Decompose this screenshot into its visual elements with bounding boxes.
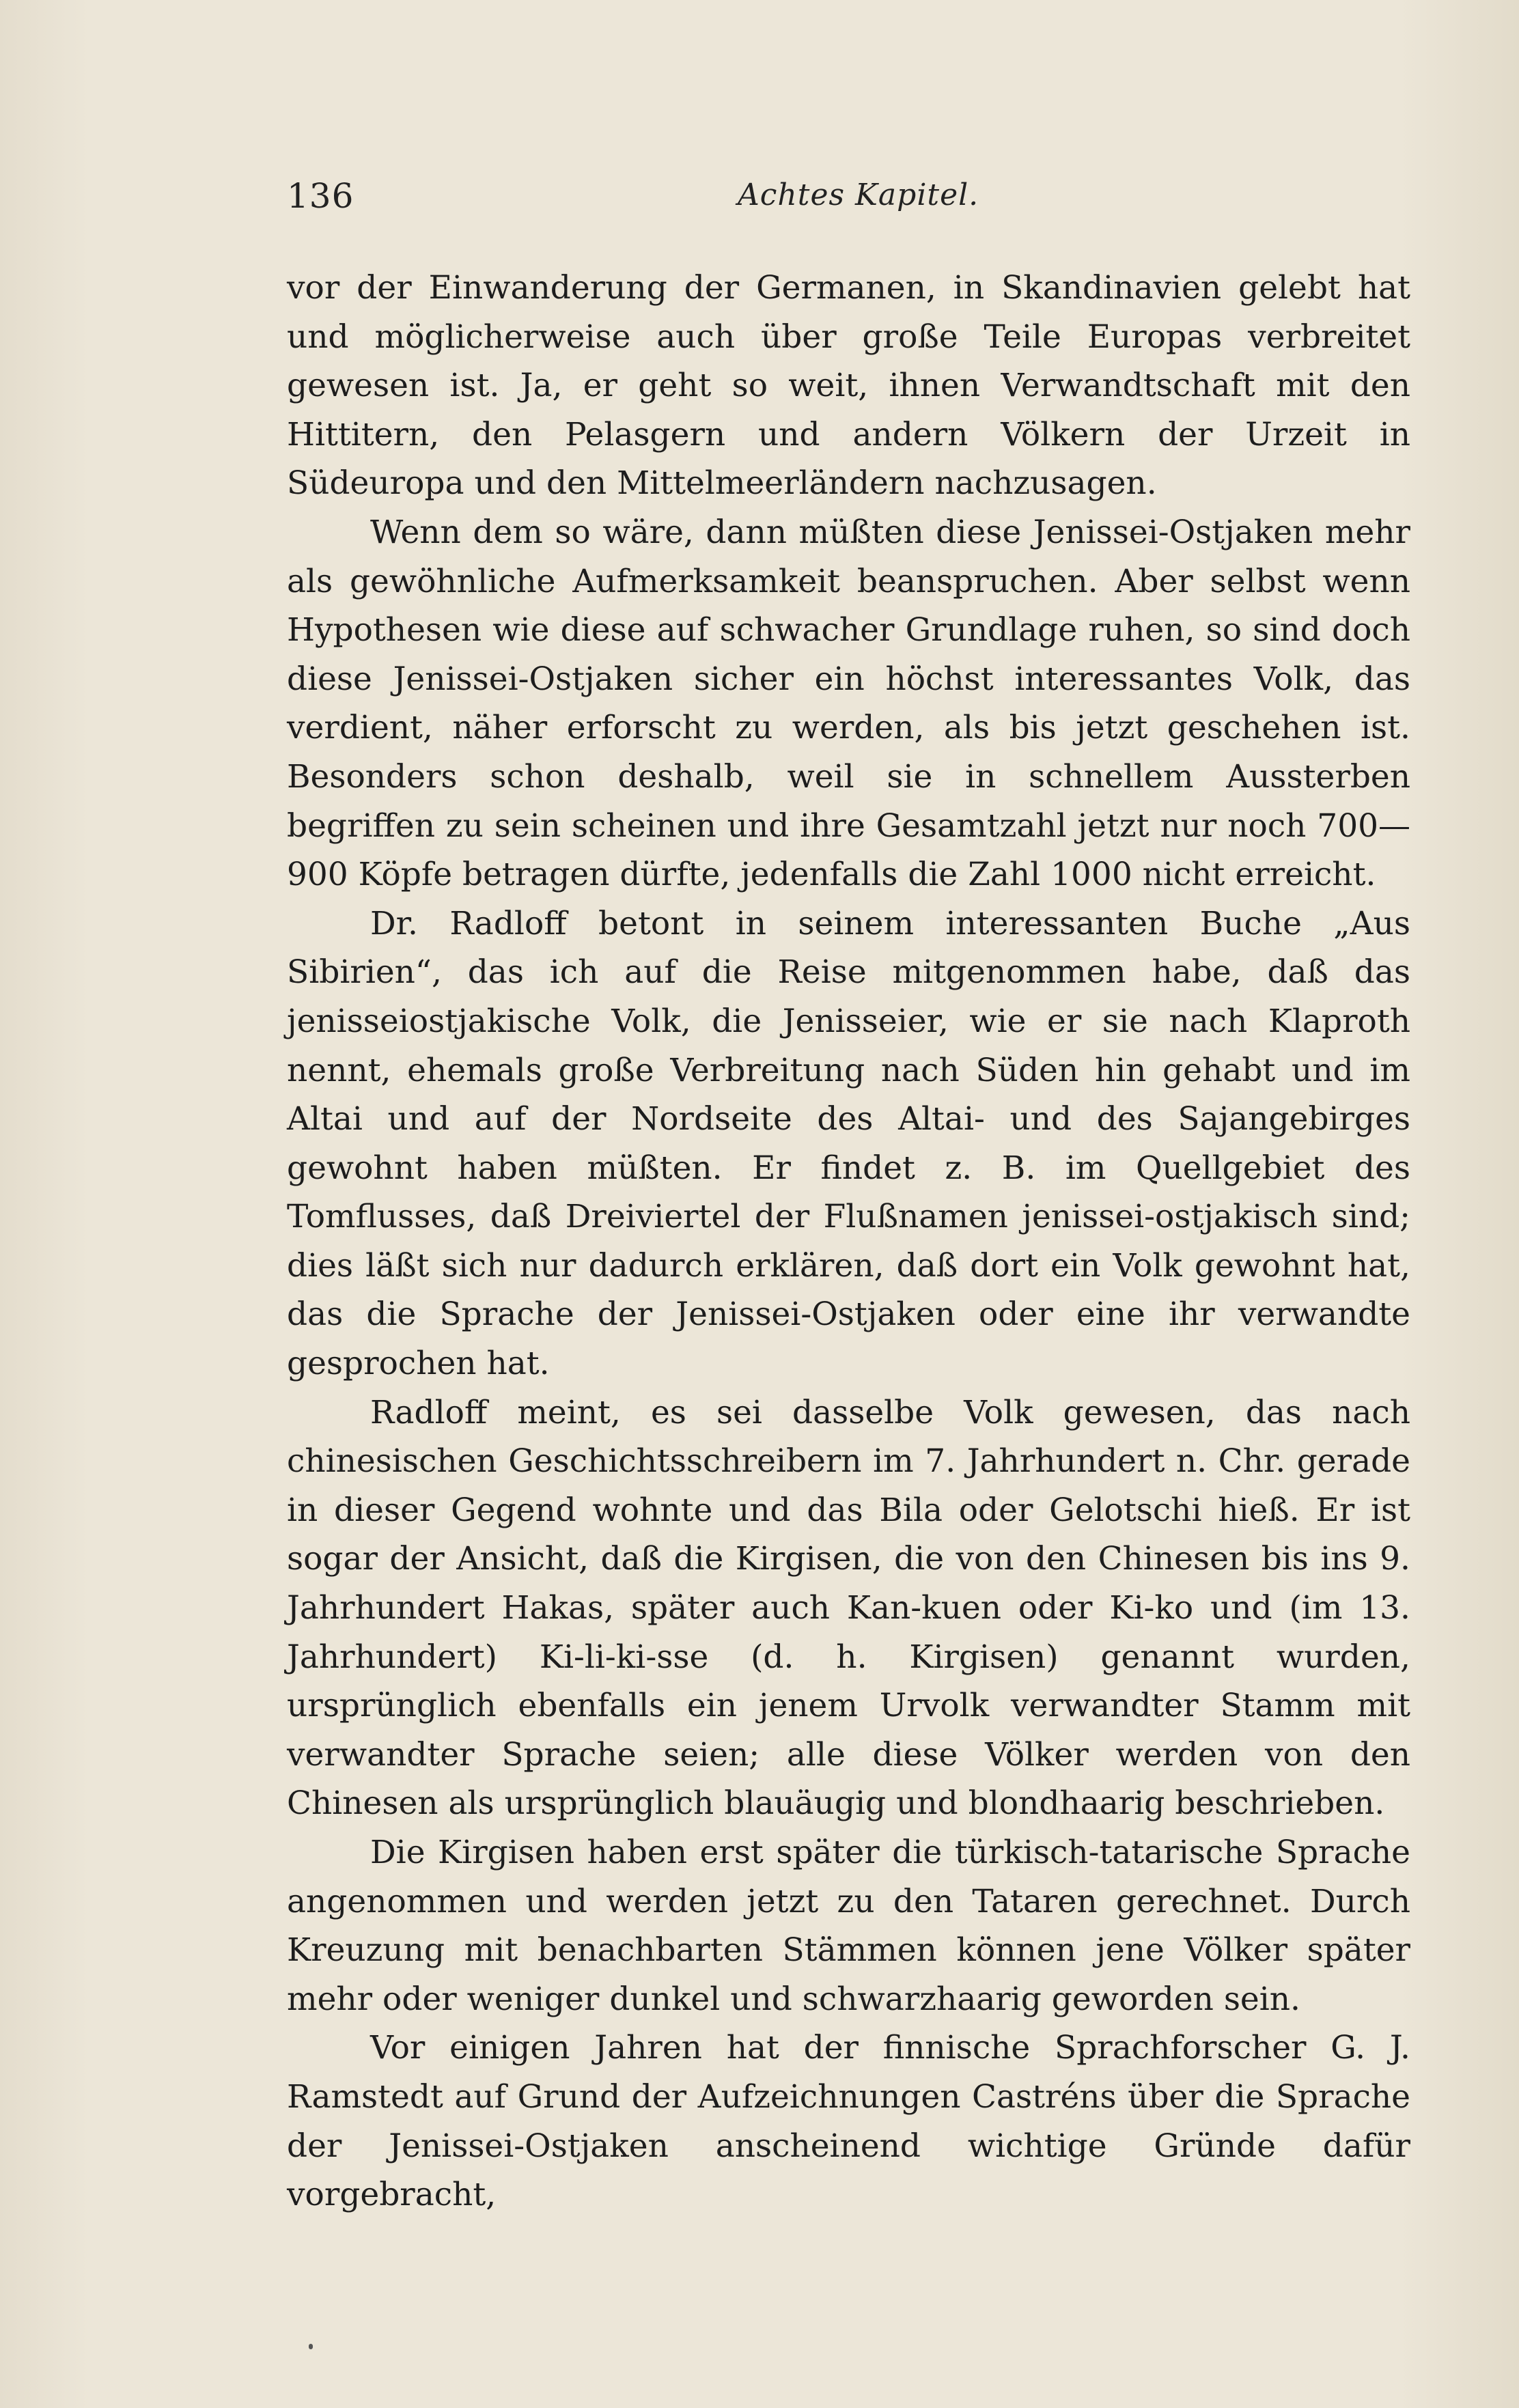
- page-number: 136: [287, 176, 354, 216]
- page-header: [287, 176, 1421, 224]
- ink-speck: [309, 2344, 313, 2349]
- paragraph-2: Wenn dem so wäre, dann müßten diese Jenissei-Ostjaken mehr als gewöhnliche Aufmerksamkeit beanspruchen. Aber selbst wenn Hypothesen wie diese auf schwacher Grundlage ruhen, so sind doch diese Jenissei-Ostjaken sicher ein höchst interessantes Volk, das verdient, näher erforscht zu werden, als bis jetzt geschehen ist. Besonders schon deshalb, weil sie in schnellem Aussterben begriffen zu sein scheinen und ihre Gesamtzahl jetzt nur noch 700—900 Köpfe betragen dürfte, jedenfalls die Zahl 1000 nicht erreicht.: [287, 513, 1410, 894]
- paragraph-5: Die Kirgisen haben erst später die türkisch-tatarische Sprache angenommen und werden jetzt zu den Tataren gerechnet. Durch Kreuzung mit benachbarten Stämmen können jene Völker später mehr oder weniger dunkel und schwarzhaarig geworden sein.: [287, 1834, 1410, 2018]
- paragraph-6: Vor einigen Jahren hat der finnische Sprachforscher G. J. Ramstedt auf Grund der Aufzeichnungen Castréns über die Sprache der Jenissei-Ostjaken anscheinend wichtige Gründe dafür vorgebracht,: [287, 2029, 1410, 2214]
- paragraph-4: Radloff meint, es sei dasselbe Volk gewesen, das nach chinesischen Geschichtsschreibern im 7. Jahrhundert n. Chr. gerade in dieser Gegend wohnte und das Bila oder Gelotschi hieß. Er ist sogar der Ansicht, daß die Kirgisen, die von den Chinesen bis ins 9. Jahrhundert Hakas, später auch Kan-kuen oder Ki-ko und (im 13. Jahrhundert) Ki-li-ki-sse (d. h. Kirgisen) genannt wurden, ursprünglich ebenfalls ein jenem Urvolk verwandter Stamm mit verwandter Sprache seien; alle diese Völker werden von den Chinesen als ursprünglich blauäugig und blondhaarig beschrieben.: [287, 1393, 1410, 1823]
- body-text: [287, 264, 1410, 2220]
- paragraph-1: vor der Einwanderung der Germanen, in Skandinavien gelebt hat und möglicherweise auch über große Teile Europas verbreitet gewesen ist. Ja, er geht so weit, ihnen Verwandtschaft mit den Hittitern, den Pelasgern und andern Völkern der Urzeit in Südeuropa und den Mittelmeerländern nachzusagen.: [287, 269, 1410, 503]
- paragraph-3: Dr. Radloff betont in seinem interessanten Buche „Aus Sibirien“, das ich auf die Reise mitgenommen habe, daß das jenisseiostjakische Volk, die Jenisseier, wie er sie nach Klaproth nennt, ehemals große Verbreitung nach Süden hin gehabt und im Altai und auf der Nordseite des Altai- und des Sajangebirges gewohnt haben müßten. Er findet z. B. im Quellgebiet des Tomflusses, daß Dreiviertel der Flußnamen jenissei-ostjakisch sind; dies läßt sich nur dadurch erklären, daß dort ein Volk gewohnt hat, das die Sprache der Jenissei-Ostjaken oder eine ihr verwandte gesprochen hat.: [287, 904, 1410, 1383]
- running-head: Achtes Kapitel.: [738, 178, 979, 212]
